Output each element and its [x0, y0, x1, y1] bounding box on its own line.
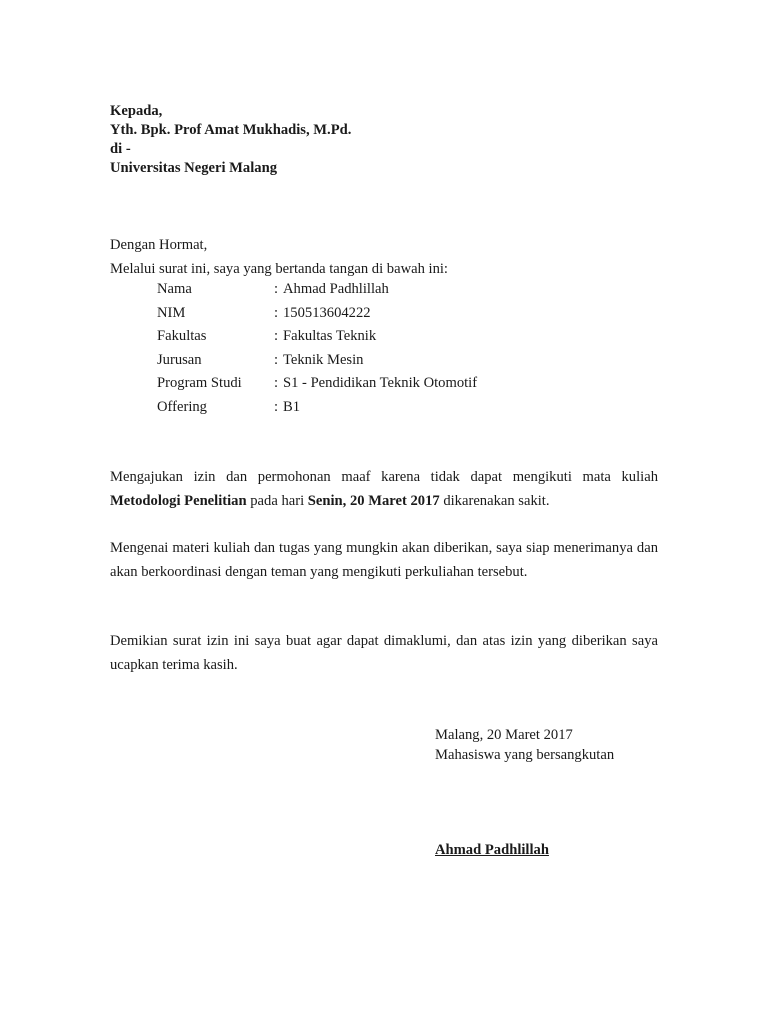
identity-row-offering	[157, 396, 477, 420]
identity-separator: :	[274, 328, 279, 345]
identity-label: Program Studi	[157, 375, 242, 392]
identity-value: Ahmad Padhlillah	[283, 281, 389, 297]
identity-value: B1	[283, 398, 301, 415]
closing-paragraph: Demikian surat izin ini saya buat agar dapat dimaklumi, dan atas izin yang diberikan saya ucapkan terima kasih.	[110, 633, 658, 673]
request-text-3: dikarenakan sakit.	[439, 492, 550, 509]
coordination-paragraph: Mengenai materi kuliah dan tugas yang mungkin akan diberikan, saya siap menerimanya dan akan berkoordinasi dengan teman yang mengikuti perkuliahan tersebut.	[110, 540, 658, 580]
identity-separator: :	[274, 304, 279, 321]
request-text-2: pada hari	[246, 492, 308, 509]
identity-value: S1 - Pendidikan Teknik Otomotif	[283, 375, 478, 392]
identity-row-nim	[157, 302, 477, 326]
address-line-1: Kepada,	[110, 103, 163, 119]
identity-label: Fakultas	[157, 328, 207, 345]
identity-row-jurusan	[157, 349, 477, 373]
course-name: Metodologi Penelitian	[110, 492, 247, 509]
identity-label: Offering	[157, 398, 207, 415]
address-line-4: Universitas Negeri Malang	[110, 160, 277, 176]
address-line-3: di -	[110, 141, 131, 157]
identity-row-nama	[157, 278, 477, 302]
identity-separator: :	[274, 375, 279, 392]
address-line-2: Yth. Bpk. Prof Amat Mukhadis, M.Pd.	[110, 122, 352, 138]
identity-value: Fakultas Teknik	[283, 328, 377, 345]
salutation: Dengan Hormat,	[110, 237, 208, 253]
identity-separator: :	[274, 351, 279, 368]
signer-name: Ahmad Padhlillah	[435, 842, 549, 858]
identity-separator: :	[274, 281, 279, 297]
recipient-address	[110, 102, 351, 178]
identity-value: Teknik Mesin	[283, 351, 364, 368]
identity-separator: :	[274, 398, 279, 415]
signature-block	[435, 725, 614, 765]
intro-line: Melalui surat ini, saya yang bertanda tangan di bawah ini:	[110, 261, 448, 277]
greeting-block	[110, 233, 448, 281]
identity-table	[157, 278, 477, 420]
identity-row-fakultas	[157, 325, 477, 349]
absence-date: Senin, 20 Maret 2017	[307, 492, 440, 509]
identity-label: NIM	[157, 304, 186, 321]
request-text-1: Mengajukan izin dan permohonan maaf karena tidak dapat mengikuti mata kuliah	[110, 469, 658, 485]
identity-label: Nama	[157, 281, 192, 297]
signer-role: Mahasiswa yang bersangkutan	[435, 747, 615, 763]
identity-row-program-studi	[157, 372, 477, 396]
request-paragraph	[110, 466, 658, 513]
identity-label: Jurusan	[157, 351, 202, 368]
place-date: Malang, 20 Maret 2017	[435, 727, 573, 743]
identity-value: 150513604222	[283, 304, 371, 321]
